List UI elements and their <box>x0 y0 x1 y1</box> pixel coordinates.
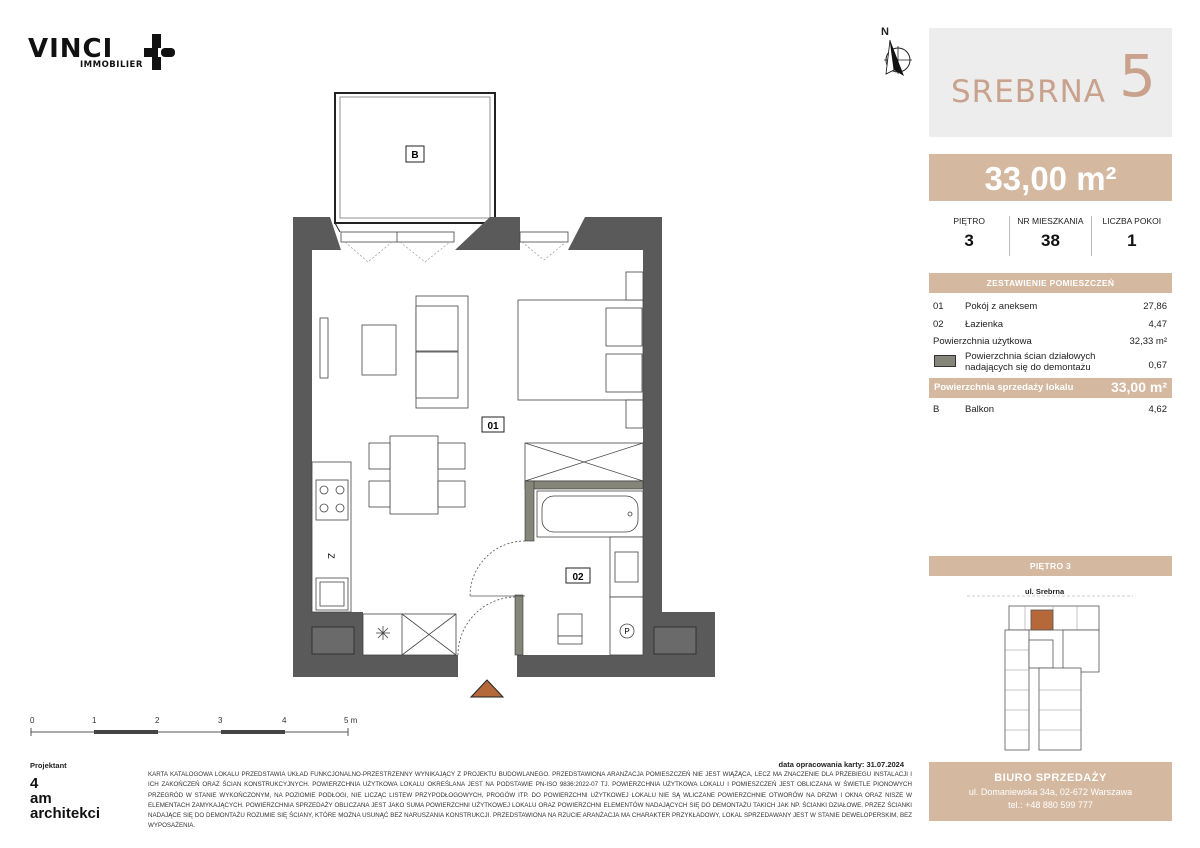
stat-label: NR MIESZKANIA <box>1017 216 1084 226</box>
scale-tick-1: 1 <box>92 716 97 725</box>
floor-key-plan <box>965 584 1135 754</box>
rooms-list <box>929 298 1172 334</box>
stat-label: LICZBA POKOI <box>1102 216 1162 226</box>
investment-brand <box>929 28 1172 137</box>
usable-area-value: 32,33 m² <box>1129 336 1167 347</box>
sales-office <box>929 762 1172 821</box>
legal-disclaimer: KARTA KATALOGOWA LOKALU PRZEDSTAWIA UKŁAD FUNKCJONALNO-PRZESTRZENNY WYNIKAJĄCY Z PROJEKTU BUDOWLANEGO. PRZEDSTAWIONA ARANŻACJA POMIESZCZEŃ NIE JEST WIĄŻĄCA, LECZ MA ZNACZENIE DLA PRZEBIEGU INSTALACJI I ICH ZAKOŃCZEŃ ORAZ ŚCIAN KONSTRUKCYJNYCH. POWIERZCHNIA UŻYTKOWA LOKALU OKREŚLANA JEST NA PODSTAWIE PN-ISO 9836:2022-07 TJ. POWIERZCHNIA UŻYTKOWA LOKALU I POMIESZCZEŃ JEST OBLICZANA W ŚWIETLE PIONOWYCH PRZEGRÓD W STANIE WYKOŃCZONYM, NA POZIOMIE PODŁOGI, NIE LICZĄC LISTEW PRZYPODŁOGOWYCH, PROGÓW ITP. DO POWIERZCHNI UŻYTKOWEJ LOKALU NIE SĄ WLICZANE POWIERZCHNIE OTWORÓW NA DRZWI I OKNA ORAZ NISZE W ELEMENTACH ZAMYKAJĄCYCH. POWIERZCHNIA SPRZEDAŻY OBLICZANA JEST JAKO SUMA POWIERZCHNI UŻYTKOWEJ LOKALU ORAZ POWIERZCHNI ELEMENTÓW NADAJĄCYCH SIĘ DO DEMONTAŻU TAKICH JAK NP. ŚCIANKI DZIAŁOWE. PRZEZ ŚCIANKI NADAJĄCE SIĘ DO DEMONTAŻU ROZUMIE SIĘ ŚCIANY, KTÓRE MOŻNA USUNĄĆ BEZ NARUSZANIA KONSTRUKCJI. PRZEDSTAWIONA NA RZUCIE ARANŻACJA MA CHARAKTER PRZYKŁADOWY, LOKAL SPRZEDAWANY JEST W STANIE DEWELOPERSKIM, BEZ WYPOSAŻENIA. <box>148 771 912 830</box>
entrance-marker <box>471 680 503 697</box>
bed <box>518 272 643 428</box>
removable-walls-row <box>929 350 1172 376</box>
designer-label: Projektant <box>30 761 67 770</box>
room-number: B <box>933 404 940 415</box>
sales-area-value: 33,00 m² <box>1110 379 1167 395</box>
vinci-logo <box>28 32 188 74</box>
scale-tick-5: 5 m <box>344 716 358 725</box>
investment-number: 5 <box>1119 42 1156 110</box>
scale-bar <box>28 716 368 740</box>
room-name: Balkon <box>965 404 995 415</box>
sales-area-bar <box>929 378 1172 398</box>
balcony-label: B <box>411 150 419 161</box>
room-name: Łazienka <box>965 319 1004 330</box>
sales-office-title: BIURO SPRZEDAŻY <box>994 772 1107 784</box>
stat-value: 38 <box>1041 231 1060 250</box>
scale-bar-graphic <box>28 726 368 740</box>
wall-swatch-icon <box>934 355 956 367</box>
room-02-label: 02 <box>572 572 584 583</box>
street-label: ul. Srebrna <box>1025 587 1065 596</box>
apartment-stats <box>929 216 1172 256</box>
stat-value: 3 <box>964 231 974 250</box>
compass-rose-icon <box>862 26 912 80</box>
room-area: 4,62 <box>1148 404 1167 415</box>
compass <box>862 26 912 80</box>
designer-logo <box>30 776 100 821</box>
scale-tick-2: 2 <box>155 716 160 725</box>
designer-line: am <box>30 790 52 807</box>
logo-subtitle: IMMOBILIER <box>80 60 143 70</box>
room-name: Pokój z aneksem <box>965 301 1038 312</box>
floor-heading: PIĘTRO 3 <box>929 556 1172 576</box>
room-number: 02 <box>933 319 944 330</box>
stat-label: PIĘTRO <box>953 216 985 226</box>
investment-name: SREBRNA <box>951 74 1107 110</box>
scale-tick-4: 4 <box>282 716 287 725</box>
stat-floor <box>929 216 1009 256</box>
fridge-label: Z <box>326 553 336 559</box>
room-area: 27,86 <box>1143 301 1167 312</box>
card-date: data opracowania karty: 31.07.2024 <box>778 760 904 769</box>
balcony-row <box>929 401 1172 419</box>
scale-tick-3: 3 <box>218 716 223 725</box>
logo-wordmark: VINCI <box>28 34 114 64</box>
area-banner <box>929 154 1172 201</box>
rooms-heading: ZESTAWIENIE POMIESZCZEŃ <box>929 273 1172 293</box>
usable-area-row <box>929 333 1172 349</box>
usable-area-label: Powierzchnia użytkowa <box>933 336 1032 347</box>
room-row <box>929 298 1172 316</box>
removable-walls-value: 0,67 <box>1148 360 1167 371</box>
designer-line: architekci <box>30 805 101 822</box>
logo-mark-icon <box>138 32 182 72</box>
exterior-walls <box>293 217 715 677</box>
room-area: 4,47 <box>1148 319 1167 330</box>
sales-office-address: ul. Domaniewska 34a, 02-672 Warszawa <box>968 787 1133 797</box>
stat-value: 1 <box>1127 231 1137 250</box>
compass-north-label: N <box>881 26 889 38</box>
dining-table <box>369 436 465 514</box>
highlighted-apartment <box>1031 610 1053 630</box>
room-01-label: 01 <box>487 421 499 432</box>
sales-office-phone[interactable]: tel.: +48 880 599 777 <box>1008 800 1093 810</box>
washer-label: P <box>624 627 630 636</box>
room-row <box>929 401 1172 419</box>
designer-line: 4 <box>30 775 39 792</box>
scale-tick-0: 0 <box>30 716 35 725</box>
floor-plan <box>285 88 725 708</box>
stat-apartment-number <box>1009 216 1090 256</box>
room-number: 01 <box>933 301 944 312</box>
balcony-windows <box>341 232 568 242</box>
removable-walls-label: Powierzchnia ścian działowych nadających się do demontażu <box>965 351 1096 373</box>
room-row <box>929 316 1172 334</box>
total-area: 33,00 m² <box>984 160 1117 197</box>
sofa <box>416 296 468 408</box>
sales-area-label: Powierzchnia sprzedaży lokalu <box>934 382 1074 393</box>
stat-rooms <box>1091 216 1172 256</box>
